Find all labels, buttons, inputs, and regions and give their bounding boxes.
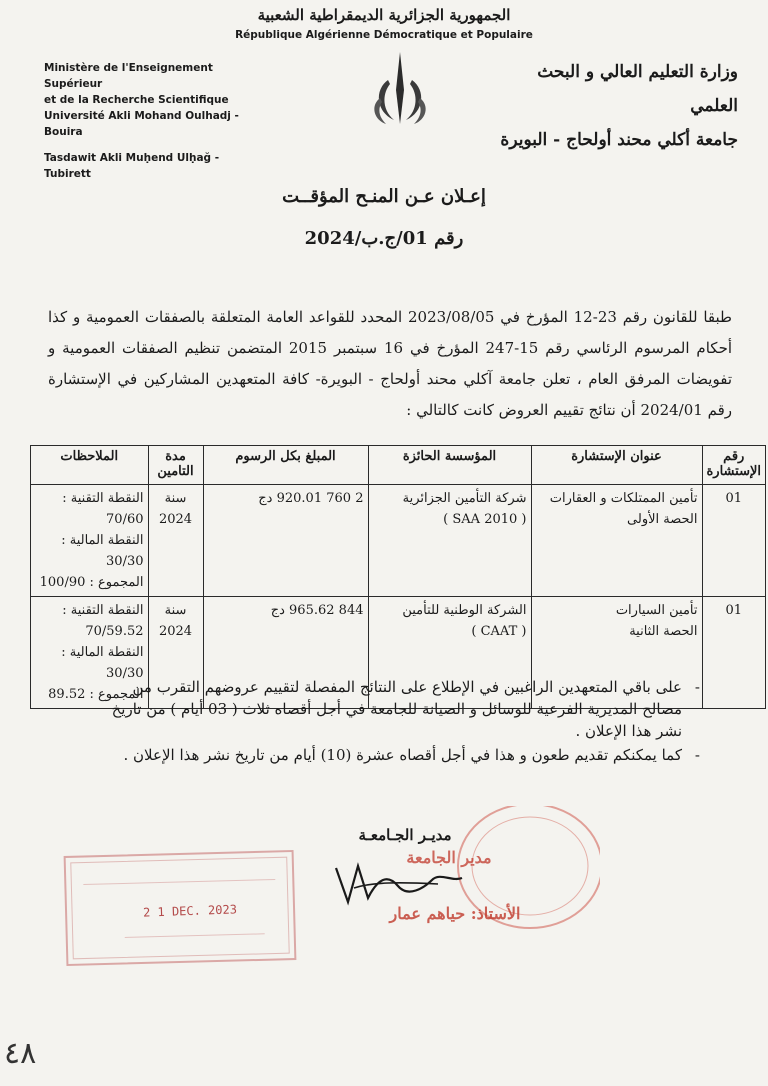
ministry-fr-line1: Ministère de l'Enseignement Supérieur (44, 62, 213, 90)
header-amount: المبلغ بكل الرسوم (203, 446, 368, 485)
header-fr-block (44, 60, 264, 182)
cell-institution (368, 485, 531, 597)
results-table (30, 445, 766, 709)
header-duration: مدة التامين (148, 446, 203, 485)
body-paragraph: طبقا للقانون رقم 23-12 المؤرخ في 2023/08/05 المحدد للقواعد العامة المتعلقة بالصفقات العمومية و كذا أحكام المرسوم الرئاسي رقم 15-247 المؤرخ في 16 سبتمبر 2015 المتضمن تنظيم الصفقات العمومية و تفويضات المرفق العام ، تعلن جامعة آكلي محند أولحاج - البويرة- كافة المتعهدين المشاركين في الإستشارة رقم 2024/01 أن نتائج تقييم العروض كانت كالتالي : (48, 308, 733, 419)
header-institution: المؤسسة الحائزة (368, 446, 531, 485)
cell-duration (148, 485, 203, 597)
amount-value: 2 760 920.01 دج (258, 491, 364, 506)
institution-line1: شركة التأمين الجزائرية (402, 491, 527, 506)
university-logo-icon (360, 50, 440, 130)
header-object: عنوان الإستشارة (531, 446, 702, 485)
remark-financial: النقطة المالية : 30/30 (61, 533, 144, 569)
cell-object (531, 485, 702, 597)
duration-line1: سنة (164, 603, 187, 618)
cell-amount (203, 485, 368, 597)
notes-list (110, 676, 700, 768)
announcement-title: إعـلان عـن المنـح المؤقــت (282, 186, 486, 207)
object-line2: الحصة الثانية (629, 624, 698, 639)
handwritten-page-number: ٤٨ (4, 1036, 37, 1071)
note-item: - كما يمكنكم تقديم طعون و هذا في أجل أقصاه عشرة (10) أيام من تاريخ نشر هذا الإعلان . (110, 744, 700, 766)
ministry-ar: وزارة التعليم العالي و البحث العلمي (537, 62, 738, 116)
ministry-fr-line2: et de la Recherche Scientifique (44, 94, 229, 106)
duration-line2: 2024 (158, 512, 193, 527)
remark-total: المجموع : 100/90 (39, 575, 144, 590)
header-ar-block (498, 55, 738, 157)
university-tamazight: Tasdawit Akli Muḥend Ulḥağ - Tubirett (44, 152, 220, 180)
handwritten-signature-icon (328, 858, 468, 908)
university-ar: جامعة أكلي محند أولحاج - البويرة (500, 130, 738, 150)
republic-name-ar: الجمهورية الجزائرية الديمقراطية الشعبية (257, 6, 511, 24)
remark-total: المجموع : 89.52 (48, 687, 144, 702)
university-fr: Université Akli Mohand Oulhadj - Bouira (44, 110, 239, 138)
cell-remarks (31, 485, 149, 597)
remark-technical: النقطة التقنية : 70/59.52 (62, 603, 144, 639)
remark-technical: النقطة التقنية : 70/60 (62, 491, 144, 527)
institution-line2: ( SAA 2010 ) (443, 512, 527, 527)
object-line1: تأمين الممتلكات و العقارات (549, 491, 698, 506)
cell-num: 01 (702, 597, 766, 709)
header-num: رقم الإستشارة (702, 446, 766, 485)
republic-name-fr: République Algérienne Démocratique et Populaire (235, 29, 533, 41)
remark-financial: النقطة المالية : 30/30 (61, 645, 144, 681)
cell-num: 01 (702, 485, 766, 597)
table-header-row (31, 446, 766, 485)
header-remarks: الملاحظات (31, 446, 149, 485)
duration-line1: سنة (164, 491, 187, 506)
note-item: - على باقي المتعهدين الراغبين في الإطلاع على النتائج المفصلة لتقييم عروضهم التقرب من مصالح المديرية الفرعية للوسائل و الصيانة للجامعة في أجل أقصاه ثلاث ( 03 أيام ) من تاريخ نشر هذا الإعلان . (110, 676, 700, 742)
duration-line2: 2024 (158, 624, 193, 639)
institution-line1: الشركة الوطنية للتأمين (402, 603, 527, 618)
amount-value: 844 965.62 دج (270, 603, 364, 618)
announcement-number: رقم 01/ج.ب/2024 (304, 228, 464, 249)
institution-line2: ( CAAT ) (471, 624, 527, 639)
director-name: الأستاذ: حياهم عمار (389, 904, 521, 923)
stamp-title: مدير الجامعة (406, 848, 492, 867)
object-line1: تأمين السيارات (615, 603, 698, 618)
director-label: مديـر الجـامعـة (358, 826, 452, 844)
object-line2: الحصة الأولى (627, 512, 698, 527)
post-stamp-date: 2 1 DEC. 2023 (142, 902, 238, 920)
table-row (31, 485, 766, 597)
